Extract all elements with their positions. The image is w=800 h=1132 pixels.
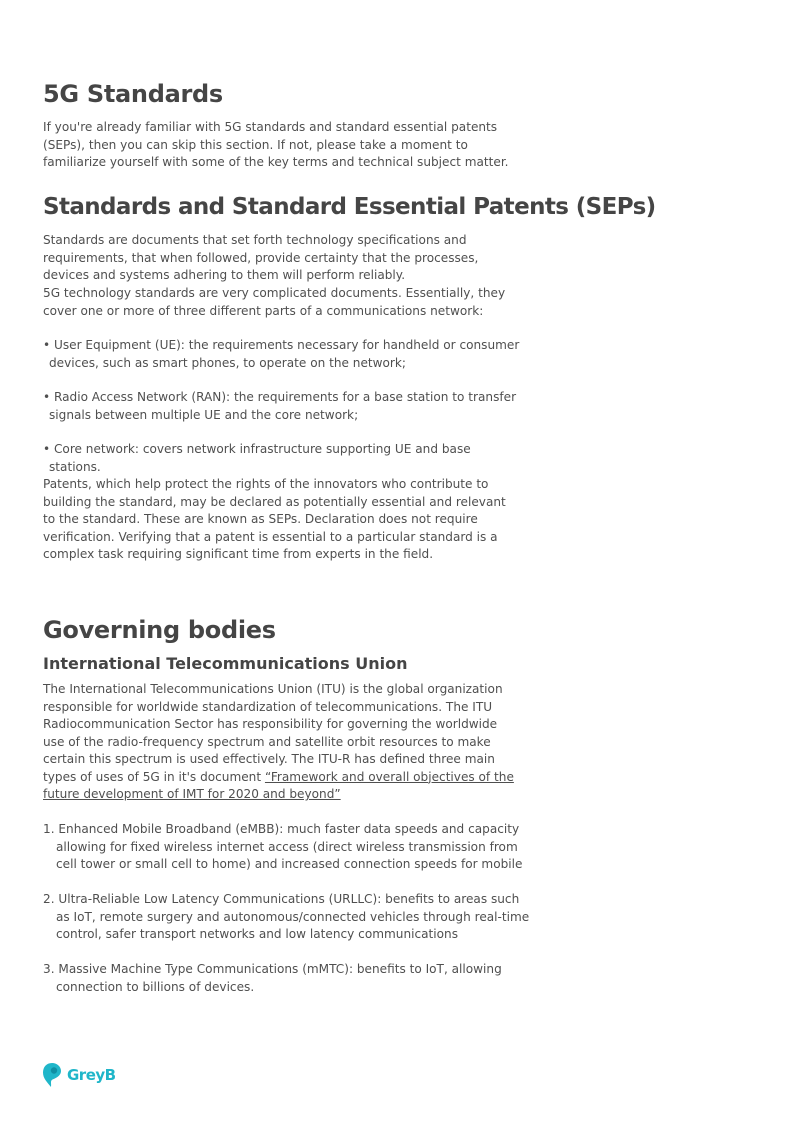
subtitle-itu: International Telecommunications Union	[43, 654, 408, 673]
greyb-logo	[42, 1062, 116, 1088]
5g-parts-paragraph: 5G technology standards are very complicated documents. Essentially, they cover one or more of three different parts of a communications network:	[43, 286, 506, 318]
list-item-urllc: 2. Ultra-Reliable Low Latency Communications (URLLC): benefits to areas such as IoT, remote surgery and autonomous/connected vehicles through real-time control, safer transport networks and low latency communications	[43, 892, 530, 941]
section-title-governing-bodies: Governing bodies	[43, 616, 276, 644]
greyb-logo-icon	[42, 1062, 62, 1088]
bullet-ran: • Radio Access Network (RAN): the requirements for a base station to transfer signals between multiple UE and the core network;	[43, 390, 517, 422]
greyb-logo-text: GreyB	[67, 1066, 116, 1084]
section-title-seps: Standards and Standard Essential Patents (SEPs)	[43, 194, 656, 220]
intro-paragraph: If you're already familiar with 5G standards and standard essential patents (SEPs), then you can skip this section. If not, please take a moment to familiarize yourself with some of the key terms and technical subject matter.	[43, 120, 509, 169]
section-title-5g-standards: 5G Standards	[43, 80, 223, 108]
list-item-embb: 1. Enhanced Mobile Broadband (eMBB): much faster data speeds and capacity allowing for fixed wireless internet access (direct wireless transmission from cell tower or small cell to home) and increased connection speeds for mobile	[43, 822, 523, 871]
bullet-core: • Core network: covers network infrastructure supporting UE and base stations.	[43, 442, 471, 474]
patents-paragraph: Patents, which help protect the rights of the innovators who contribute to building the standard, may be declared as potentially essential and relevant to the standard. These are known as SEPs. Declaration does not require verification. Verifying that a patent is essential to a particular standard is a complex task requiring significant time from experts in the field.	[43, 477, 506, 561]
standards-paragraph: Standards are documents that set forth technology specifications and requirements, that when followed, provide certainty that the processes, devices and systems adhering to them will perform reliably.	[43, 233, 479, 282]
bullet-ue: • User Equipment (UE): the requirements necessary for handheld or consumer devices, such as smart phones, to operate on the network;	[43, 338, 520, 370]
itu-paragraph	[43, 681, 518, 804]
itu-paragraph-text: The International Telecommunications Union (ITU) is the global organization responsible for worldwide standardization of telecommunications. The ITU Radiocommunication Sector has responsibility for governing the worldwide use of the radio-frequency spectrum and satellite orbit resources to make certain this spectrum is used effectively. The ITU-R has defined three main types of uses of 5G in it's document	[43, 682, 503, 784]
list-item-mmtc: 3. Massive Machine Type Communications (mMTC): benefits to IoT, allowing connection to billions of devices.	[43, 962, 502, 994]
itu-document-link[interactable]: “Framework and overall objectives of the future development of IMT for 2020 and beyond”	[43, 769, 514, 801]
